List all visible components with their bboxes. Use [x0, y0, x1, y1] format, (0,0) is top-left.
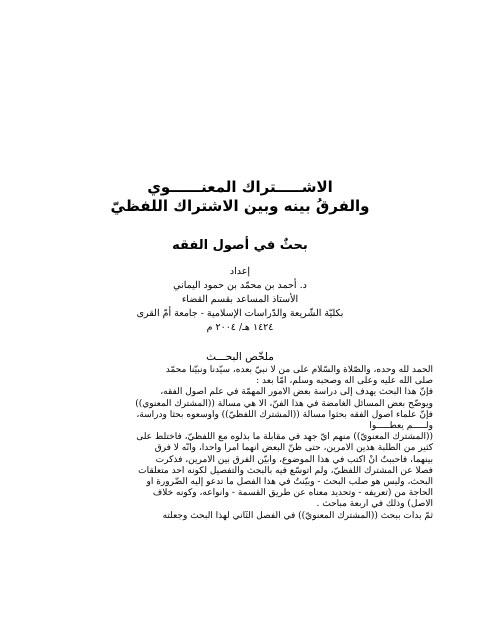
publication-date: ١٤٢٤ هـ/ ٢٠٠٤ م	[206, 322, 274, 333]
abstract-line: صلى الله عليه وعلى آله وصحبه وسلّم، أمّا بعد :	[256, 376, 433, 387]
abstract-line: كثير من الطلبة هذين الأمرين، حتى ظنّ البعض أنهما أمراً واحداً، وأنّه لا فرق	[154, 443, 433, 454]
abstract-line: فصلاً عن المشترك اللفظيّ، ولم أتوسّع فيه بالبحث والتفصيل لكونه أحد متعلّقات	[138, 465, 433, 476]
title-line-1: الاشـــــتراك المعنــــــوي	[147, 178, 333, 196]
subtitle: بحثٌ في أصول الفقه	[172, 238, 308, 253]
abstract-line: فإنّ هذا البحث يهدف إلى دراسة بعض الأمور المهمّة في علم أصول الفقه،	[160, 387, 433, 398]
title-line-2: والفرقُ بينه وبين الاشتراك اللفظيّ	[110, 197, 370, 215]
abstract-line: البحث، وليس هو صلب البحث - وبيّنتُ في هذا الفصل ما تدعو إليه الضّرورة أو	[146, 477, 433, 488]
abstract-line: ((المشترك المعنويّ)) منهم أيّ جهد في مقابلة ما بذلوه مع اللفظيّ، فاختلط على	[136, 432, 433, 443]
prepared-label: إعداد	[229, 266, 251, 277]
abstract-line: فإنّ علماء أصول الفقه بحثوا مسألة ((المشترك اللفظيّ)) وأوسعوه بحثاً ودراسة،	[136, 409, 433, 420]
abstract-line: الحمد لله وحده، والصّلاة والسّلام على من لا نبيّ بعده، سيّدنا ونبيّنا محمّد	[165, 365, 433, 375]
abstract-line: ويوضّح بعض المسائل الغامضة في هذا الفنّ، ألا هي مسألة ((المشترك المعنوي))	[135, 398, 433, 409]
abstract-line: ثمّ بدأت ببحث ((المشترك المعنويّ)) في الفصل الثّاني لهذا البحث وجعلته	[162, 510, 433, 521]
author-position: الأستاذ المساعد بقسم القضاء	[181, 294, 299, 305]
abstract-line: بينهما، فأحببتُ أنْ أكتب في هذا الموضوع، وأبيّن الفرق بين الأمرين، فذكرت	[155, 454, 433, 465]
abstract-title: ملخّص البحـــث	[206, 351, 274, 363]
author-affiliation: بكليّة الشّريعة والدّراسات الإسلامية - جامعة أمّ القرى	[136, 308, 344, 319]
author-name: د. أحمد بن محمّد بن حمود اليماني	[173, 280, 307, 291]
abstract-line: ولـــــم يعطـــــوا	[369, 421, 433, 432]
abstract-line: الأصل) وذلك في أربعة مباحث .	[316, 499, 433, 510]
abstract-body	[48, 365, 433, 522]
abstract-line: الحاجة من (تعريفه - وتحديد معناه عن طريق القسمة - وأنواعه، وكونه خلاف	[152, 488, 433, 499]
